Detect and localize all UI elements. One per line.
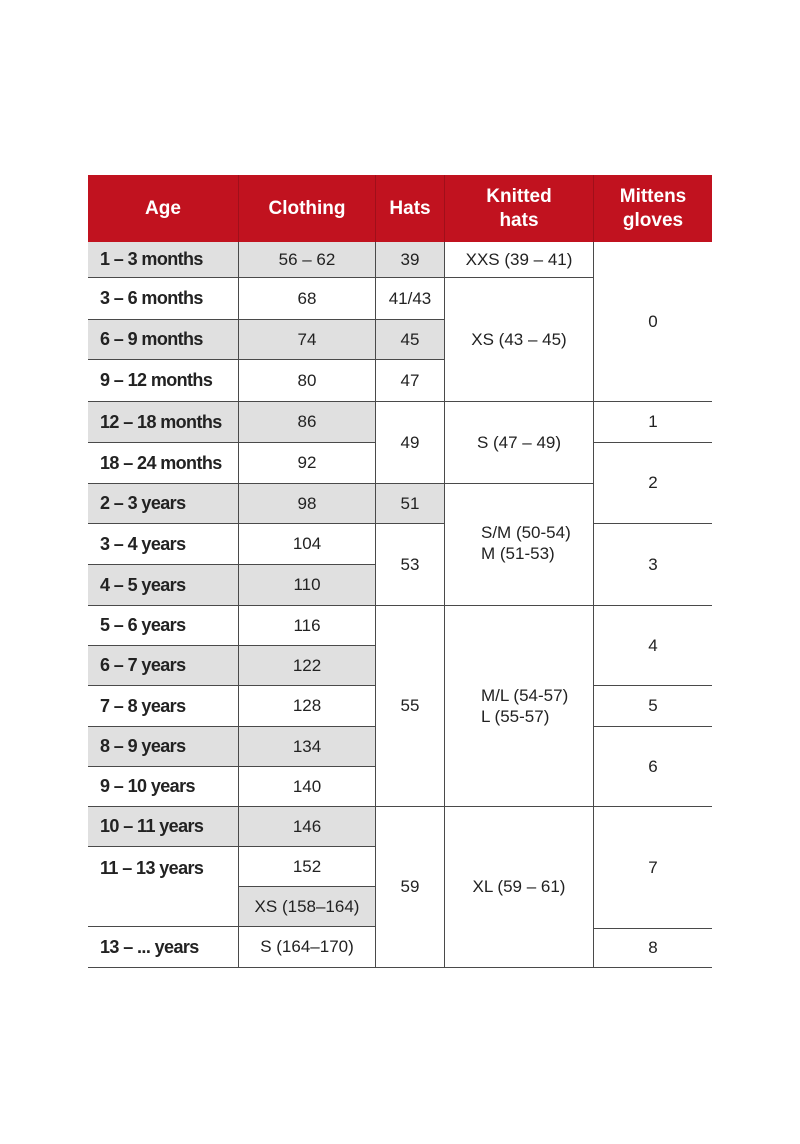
header-knitted-hats: Knitted hats: [445, 175, 594, 242]
age-cell: 9 – 12 months: [88, 360, 239, 402]
age-cell: 7 – 8 years: [88, 686, 239, 727]
hats-cell: 51: [376, 484, 445, 524]
clothing-cell: 56 – 62: [239, 242, 376, 278]
clothing-cell: S (164–170): [239, 927, 376, 968]
mittens-gloves-cell: 6: [594, 727, 712, 807]
size-chart-table: [88, 175, 712, 968]
header-age: Age: [88, 175, 239, 242]
mittens-gloves-cell: 4: [594, 606, 712, 686]
mittens-gloves-cell: 1: [594, 402, 712, 443]
clothing-cell: 116: [239, 606, 376, 646]
age-cell: 3 – 4 years: [88, 524, 239, 565]
age-cell: 5 – 6 years: [88, 606, 239, 646]
hats-cell: 47: [376, 360, 445, 402]
knitted-hats-cell: S/M (50-54) M (51-53): [445, 484, 594, 606]
hats-cell: 39: [376, 242, 445, 278]
age-cell: 1 – 3 months: [88, 242, 239, 278]
hats-cell: 55: [376, 606, 445, 807]
clothing-cell: 98: [239, 484, 376, 524]
mittens-gloves-cell: 0: [594, 242, 712, 402]
clothing-cell: 74: [239, 320, 376, 360]
mittens-gloves-cell: 3: [594, 524, 712, 606]
header-clothing: Clothing: [239, 175, 376, 242]
clothing-cell: 128: [239, 686, 376, 727]
knitted-hats-cell: XS (43 – 45): [445, 278, 594, 402]
clothing-cell: 92: [239, 443, 376, 484]
header-mittens-gloves: Mittens gloves: [594, 175, 712, 242]
clothing-cell: 110: [239, 565, 376, 606]
age-cell: 11 – 13 years: [88, 847, 239, 927]
age-cell: 10 – 11 years: [88, 807, 239, 847]
clothing-cell: 152: [239, 847, 376, 887]
age-cell: 2 – 3 years: [88, 484, 239, 524]
mittens-gloves-cell: 2: [594, 443, 712, 524]
hats-cell: 49: [376, 402, 445, 484]
hats-cell: 59: [376, 807, 445, 968]
clothing-cell: 134: [239, 727, 376, 767]
hats-cell: 41/43: [376, 278, 445, 320]
hats-cell: 45: [376, 320, 445, 360]
age-cell: 12 – 18 months: [88, 402, 239, 443]
mittens-gloves-cell: 7: [594, 807, 712, 929]
age-cell: 6 – 9 months: [88, 320, 239, 360]
age-cell: 6 – 7 years: [88, 646, 239, 686]
clothing-cell: 122: [239, 646, 376, 686]
age-cell: 3 – 6 months: [88, 278, 239, 320]
clothing-cell: 80: [239, 360, 376, 402]
knitted-hats-cell: XL (59 – 61): [445, 807, 594, 968]
clothing-cell: XS (158–164): [239, 887, 376, 927]
clothing-cell: 86: [239, 402, 376, 443]
clothing-cell: 104: [239, 524, 376, 565]
clothing-cell: 140: [239, 767, 376, 807]
age-cell: 9 – 10 years: [88, 767, 239, 807]
header-hats: Hats: [376, 175, 445, 242]
hats-cell: 53: [376, 524, 445, 606]
age-cell: 13 – ... years: [88, 927, 239, 968]
clothing-cell: 68: [239, 278, 376, 320]
knitted-hats-cell: S (47 – 49): [445, 402, 594, 484]
mittens-gloves-cell: 5: [594, 686, 712, 727]
knitted-hats-cell: XXS (39 – 41): [445, 242, 594, 278]
age-cell: 18 – 24 months: [88, 443, 239, 484]
mittens-gloves-cell: 8: [594, 929, 712, 968]
age-cell: 4 – 5 years: [88, 565, 239, 606]
knitted-hats-cell: M/L (54-57) L (55-57): [445, 606, 594, 807]
age-cell: 8 – 9 years: [88, 727, 239, 767]
clothing-cell: 146: [239, 807, 376, 847]
